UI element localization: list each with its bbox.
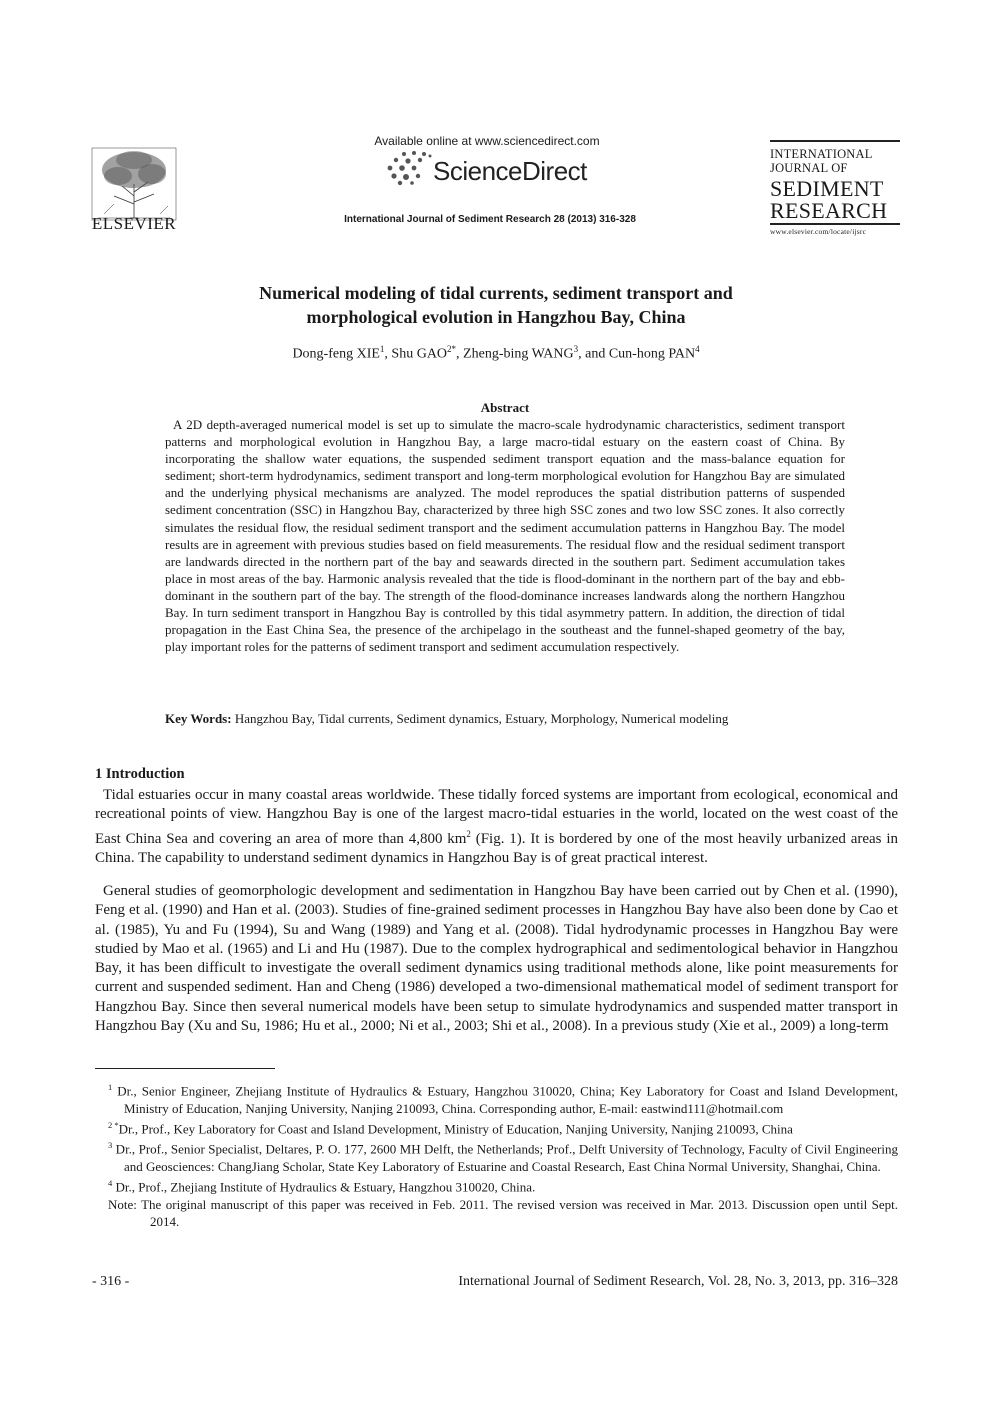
author-affiliation-mark: 2* [447,344,457,354]
author-separator: , [384,346,392,362]
section-heading: 1 Introduction [95,766,185,782]
footnote-text: Dr., Prof., Key Laboratory for Coast and Island Development, Ministry of Education, Nanjing University, Nanjing 210093, China [118,1121,793,1137]
footnote-text: Dr., Prof., Zhejiang Institute of Hydraulics & Estuary, Hangzhou 310020, China. [112,1179,536,1195]
author-affiliation-mark: 1 [379,344,385,354]
keywords-label: Key Words: [165,711,232,726]
paragraph-text: (Fig. 1). It is bordered by one of the most heavily urbanized areas in China. The capability to understand sediment dynamics in Hangzhou Bay is of great practical interest. [95,830,898,866]
abstract-text: A 2D depth-averaged numerical model is set up to simulate the macro-scale hydrodynamic characteristics, sediment transport patterns and morphological evolution in Hangzhou Bay, a large macro-tidal estuary on the eastern coast of China. By incorporating the shallow water equations, the suspended sediment transport equation and the mass-balance equation for sediment; short-term hydrodynamics, sediment transport and long-term morphological evolution for Hangzhou Bay are simulated and the underlying physical mechanisms are analyzed. The model reproduces the spatial distribution patterns of suspended sediment concentration (SSC) in Hangzhou Bay, characterized by three high SSC zones and two low SSC zones. It also correctly simulates the residual flow, the residual sediment transport and the sediment accumulation patterns in Hangzhou Bay. The model results are in agreement with previous studies based on field measurements. The residual flow and the residual sediment transport are landwards directed in the northern part of the bay and seawards directed in the southern part. Sediment accumulation takes place in most areas of the bay. Harmonic analysis revealed that the tide is flood-dominant in the northern part of the bay and ebb-dominant in the southern part of the bay. The strength of the flood-dominance increases landwards along the northern Hangzhou Bay. In turn sediment transport in Hangzhou Bay is controlled by this tidal asymmetry pattern. In addition, the direction of tidal propagation in the East China Sea, the presence of the archipelago in the southeast and the funnel-shaped geometry of the bay, play important roles for the patterns of sediment transport and sediment accumulation respectively. [165,417,845,655]
manuscript-note: Note: The original manuscript of this paper was received in Feb. 2011. The revised version was received in Mar. 2013. Discussion open until Sept. 2014. [108,1196,898,1229]
journal-logo [770,140,900,237]
body-paragraph: General studies of geomorphologic development and sedimentation in Hangzhou Bay have been carried out by Chen et al. (1990), Feng et al. (1990) and Han et al. (2003). Studies of fine-grained sediment processes in Hangzhou Bay have also been done by Cao et al. (1985), Yu and Fu (1994), Su and Wang (1989) and Yang et al. (2008). Tidal hydrodynamic processes in Hangzhou Bay were studied by Mao et al. (1965) and Li and Hu (1987). Due to the complex hydrographical and sedimentological behavior in Hangzhou Bay, it has been difficult to investigate the overall sediment dynamics using traditional methods alone, like point measurements for current and suspended sediment. Han and Cheng (1986) developed a two-dimensional mathematical model of sediment transport for Hangzhou Bay. Since then several numerical models have been setup to simulate hydrodynamics and suspended matter transport in Hangzhou Bay (Xu and Su, 1986; Hu et al., 2000; Ni et al., 2003; Shi et al., 2008). In a previous study (Xie et al., 2009) a long-term [95,883,898,1035]
journal-url-link[interactable]: www.elsevier.com/locate/ijsrc [770,227,867,236]
paper-title [100,281,892,329]
author-separator: , and [578,346,609,362]
available-online-text[interactable]: Available online at www.sciencedirect.com [374,134,600,148]
footnote-divider [95,1068,275,1069]
footnotes [108,1079,898,1230]
footnote-mark: 4 [108,1178,113,1188]
paragraph-text: Tidal estuaries occur in many coastal areas worldwide. These tidally forced systems are important from ecological, economical and recreational points of view. Hangzhou Bay is one of the largest macro-tidal estuaries in the world, located on the west coast of the East China Sea and covering an area of more than 4,800 km [95,787,898,847]
journal-logo-line4: RESEARCH [770,200,900,225]
journal-logo-line1: INTERNATIONAL [770,147,873,161]
keywords-text: Hangzhou Bay, Tidal currents, Sediment dynamics, Estuary, Morphology, Numerical modeling [234,711,729,726]
author-affiliation-mark: 4 [695,344,700,354]
author-name: Dong-feng XIE [292,346,380,362]
footnote-mark: 2 * [108,1119,119,1130]
footnote-2 [108,1117,898,1138]
footnote-text: Dr., Senior Engineer, Zhejiang Institute of Hydraulics & Estuary, Hangzhou 310020, China; Key Laboratory for Coast and Island Development, Ministry of Education, Nanjing University, Nanjing 210093, China. Corresponding author, E-mail: eastwind111@hotmail.com [112,1083,898,1116]
sciencedirect-dots-icon [384,150,432,186]
keywords [165,711,845,727]
running-citation: International Journal of Sediment Research, Vol. 28, No. 3, 2013, pp. 316–328 [458,1274,898,1289]
author-name: Shu GAO [391,346,448,362]
title-line-2: morphological evolution in Hangzhou Bay, China [306,307,686,327]
journal-logo-line3: SEDIMENT [770,176,884,201]
publisher-name: ELSEVIER [91,214,177,233]
superscript: 2 [466,828,471,839]
author-list [100,344,892,363]
footnote-mark: 1 [108,1082,113,1092]
author-name: Cun-hong PAN [608,346,696,362]
author-affiliation-mark: 3 [573,344,579,354]
footnote-4 [108,1175,898,1196]
sciencedirect-logo[interactable]: ScienceDirect [433,156,587,186]
author-separator: , [456,346,464,362]
author-name: Zheng-bing WANG [463,346,574,362]
body-paragraph [95,786,898,868]
footnote-3 [108,1137,898,1175]
footnote-1 [108,1079,898,1117]
journal-logo-line2: JOURNAL OF [770,161,848,175]
footnote-text: Dr., Prof., Senior Specialist, Deltares, P. O. 177, 2600 MH Delft, the Netherlands; Prof., Delft University of Technology, Faculty of Civil Engineering and Geosciences: ChangJiang Scholar, State Key Laboratory of Estuarine and Coastal Research, East China Normal University, Shanghai, China. [112,1141,898,1174]
footnote-mark: 3 [108,1140,113,1151]
page-number: - 316 - [92,1274,130,1289]
title-line-1: Numerical modeling of tidal currents, sediment transport and [259,283,733,303]
journal-citation: International Journal of Sediment Research 28 (2013) 316-328 [344,214,636,225]
abstract-heading: Abstract [480,400,530,415]
